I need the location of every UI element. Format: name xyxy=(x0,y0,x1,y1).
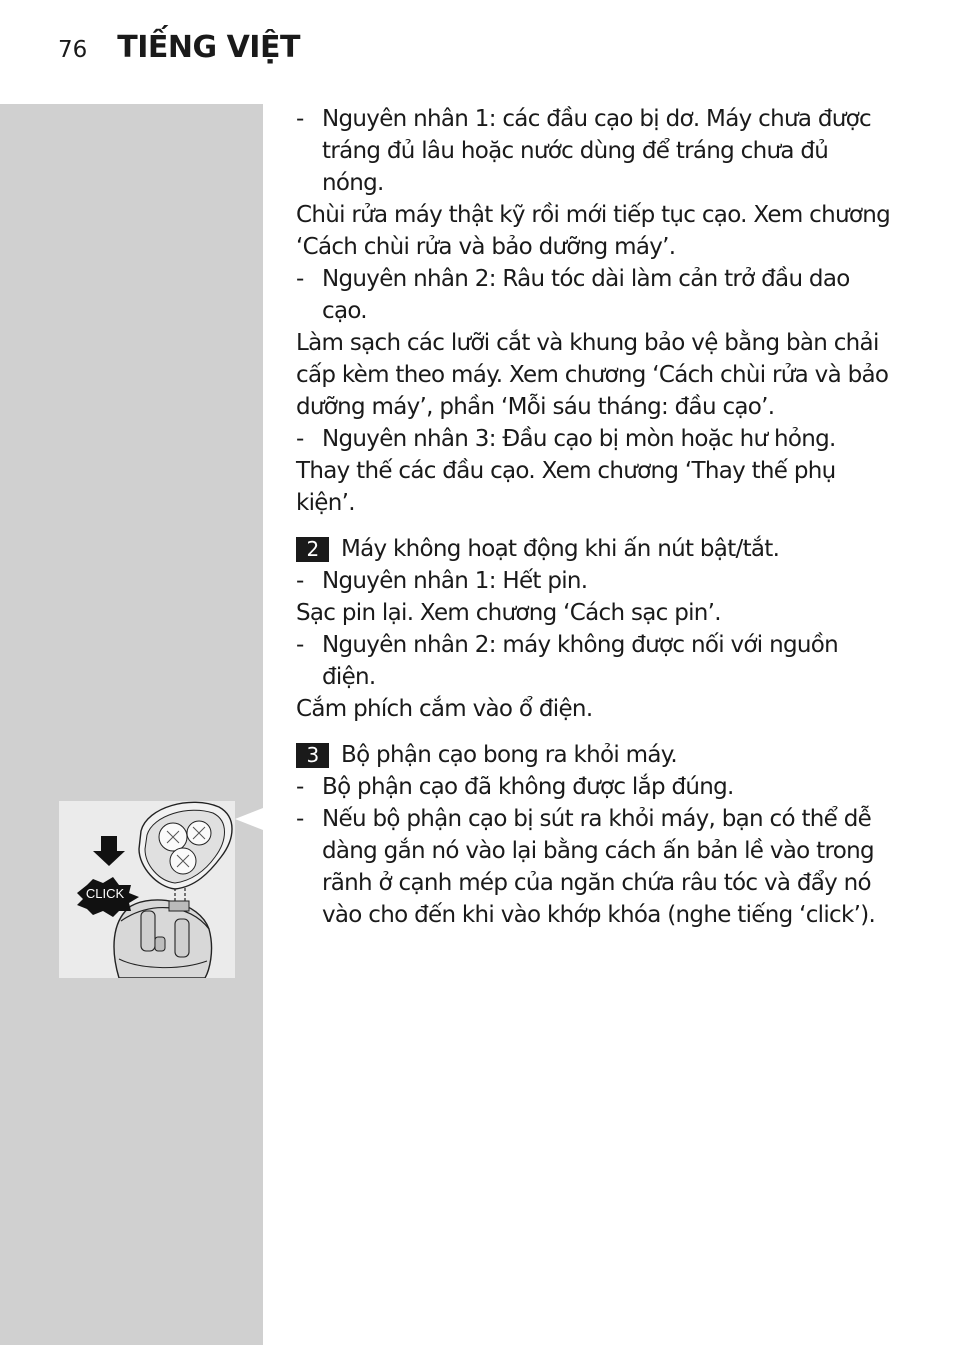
content-area xyxy=(296,103,896,931)
section-2-heading xyxy=(296,533,896,565)
list-item: - Nguyên nhân 2: Râu tóc dài làm cản trở đầu dao cạo. xyxy=(296,266,850,324)
solution-text: Làm sạch các lưỡi cắt và khung bảo vệ bằng bàn chải cấp kèm theo máy. Xem chương ‘Cách chùi rửa và bảo dưỡng máy’, phần ‘Mỗi sáu tháng: đầu cạo’. xyxy=(296,330,889,420)
solution-text: Sạc pin lại. Xem chương ‘Cách sạc pin’. xyxy=(296,600,721,626)
page-header xyxy=(58,30,300,80)
section-3-heading xyxy=(296,739,896,771)
list-item: - Nguyên nhân 1: các đầu cạo bị dơ. Máy chưa được tráng đủ lâu hoặc nước dùng để tráng chưa đủ nóng. xyxy=(296,106,871,196)
section-title: TIẾNG VIỆT xyxy=(117,30,300,65)
svg-text:CLICK: CLICK xyxy=(85,886,125,901)
section-heading-text: Máy không hoạt động khi ấn nút bật/tắt. xyxy=(341,536,780,562)
list-item: - Nguyên nhân 1: Hết pin. xyxy=(296,568,588,594)
list-item: - Nguyên nhân 2: máy không được nối với nguồn điện. xyxy=(296,632,838,690)
section-number-badge: 2 xyxy=(296,537,329,562)
section-number-badge: 3 xyxy=(296,743,329,768)
solution-text: Thay thế các đầu cạo. Xem chương ‘Thay thế phụ kiện’. xyxy=(296,458,836,516)
section-3-body xyxy=(296,771,896,931)
list-item: - Nguyên nhân 3: Đầu cạo bị mòn hoặc hư hỏng. xyxy=(296,426,836,452)
section-2-body xyxy=(296,565,896,725)
page-number: 76 xyxy=(58,37,88,63)
shaver-illustration xyxy=(59,801,235,978)
solution-text: Cắm phích cắm vào ổ điện. xyxy=(296,696,593,722)
sidebar xyxy=(0,104,263,1345)
click-burst-icon xyxy=(77,877,139,917)
list-item: - Nếu bộ phận cạo bị sút ra khỏi máy, bạn có thể dễ dàng gắn nó vào lại bằng cách ấn bản lề vào trong rãnh ở cạnh mép của ngăn chứa râu tóc và đẩy nó vào cho đến khi vào khớp khóa (nghe tiếng ‘click’). xyxy=(296,806,876,928)
figure-pointer xyxy=(235,808,263,830)
shaver-head-diagram xyxy=(59,801,235,978)
list-item: - Bộ phận cạo đã không được lắp đúng. xyxy=(296,774,734,800)
solution-text: Chùi rửa máy thật kỹ rồi mới tiếp tục cạo. Xem chương ‘Cách chùi rửa và bảo dưỡng máy’. xyxy=(296,202,891,260)
troubleshoot-block-1 xyxy=(296,103,896,519)
down-arrow-icon xyxy=(93,836,125,866)
section-heading-text: Bộ phận cạo bong ra khỏi máy. xyxy=(341,742,677,768)
